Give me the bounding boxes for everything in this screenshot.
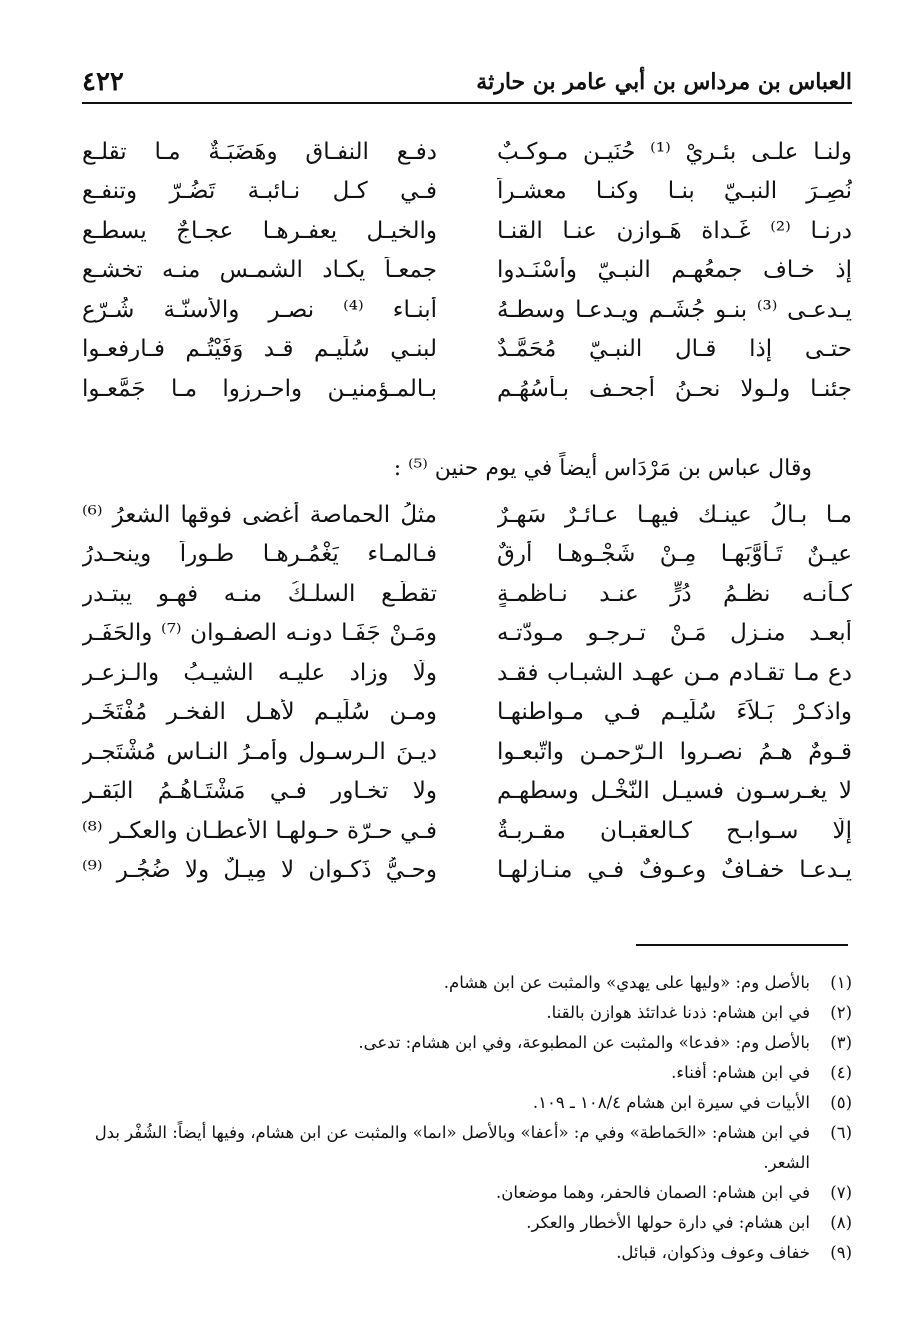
verse-line: [82, 574, 852, 614]
verse-line: [82, 653, 852, 693]
hemistich-right: مـا بـالُ عينـك فيهـا عـائـرٌ سَهـرٌ: [497, 501, 852, 528]
verse-line: [82, 290, 852, 330]
hemistich-right: واذكـرْ بَـلاَءَ سُلَيـم فـي مـواطنهـا: [497, 699, 852, 726]
verse-line: [82, 535, 852, 575]
verse-line: [82, 851, 852, 891]
footnote-number: (٣): [830, 1033, 852, 1052]
footnote-text: ابن هشام: في دارة حولها الأخطار والعكر.: [526, 1213, 810, 1232]
hemistich-right: درنـا ⁽²⁾ غَـداة هَـوازن عنـا القنـا: [497, 217, 852, 244]
hemistich-right: يـدعـى ⁽³⁾ بنـو جُشَـم ويـدعـا وسطـهُ: [497, 296, 852, 323]
verse-line: [82, 251, 852, 291]
footnote-number: (٥): [830, 1093, 852, 1112]
verse-line: [82, 614, 852, 654]
verse-line: [82, 211, 852, 251]
hemistich-left: ومَـنْ جَفَـا دونـه الصفـوان ⁽⁷⁾ والحَفَـر: [82, 620, 437, 647]
hemistich-right: قـومٌ هـمُ نصـروا الـرّحمـن واتّبعـوا: [497, 738, 852, 765]
hemistich-right: ولنـا علـى بئـريْ ⁽¹⁾ حُنَيـن مـوكـبٌ: [497, 138, 852, 165]
hemistich-left: لبنـي سُلَيـم قـد وَفَيْتُـم فـارفعـوا: [82, 336, 437, 363]
footnote: [82, 1058, 852, 1088]
hemistich-right: عيـنٌ تَـأوَّبَهـا مِـنْ شَجْـوِهـا أرقٌ: [497, 541, 852, 568]
footnote-text: في ابن هشام: الصمان فالحفر، وهما موضعان.: [496, 1183, 810, 1202]
footnote-number: (٤): [830, 1063, 852, 1082]
verse-line: [82, 693, 852, 733]
footnote: [82, 998, 852, 1028]
footnote-number: (٩): [830, 1243, 852, 1262]
footnote-number: (١): [830, 973, 852, 992]
poem-one: [82, 132, 852, 409]
verse-line: [82, 772, 852, 812]
hemistich-left: مثلُ الحماصة أغضى فوقها الشعرُ ⁽⁶⁾: [82, 501, 437, 528]
hemistich-left: ديـنَ الـرسـول وأمـرُ النـاس مُشْتَجـر: [82, 738, 437, 765]
verse-line: [82, 330, 852, 370]
footnote-text: في ابن هشام: ذدنا غداتئذ هوازن بالقنا.: [546, 1003, 810, 1022]
hemistich-left: بـالمـؤمنيـن واحـرزوا مـا جَمَّعـوا: [82, 375, 437, 402]
hemistich-right: إذ خـاف جمعُهـم النبـيّ وأسْنَـدوا: [497, 257, 852, 284]
verse-line: [82, 732, 852, 772]
footnote-text: الأبيات في سيرة ابن هشام ١٠٨/٤ ـ ١٠٩.: [532, 1093, 810, 1112]
page-header: [82, 62, 852, 104]
footnote: [82, 1088, 852, 1118]
hemistich-left: فـالمـاء يَغْمُـرهـا طـوراً وينحـدرُ: [82, 541, 437, 568]
footnote: [82, 1028, 852, 1058]
footnote: [82, 1238, 852, 1268]
hemistich-left: فـي كـل نـائبـة تَضُـرّ وتنفـع: [82, 178, 437, 205]
footnote: [82, 1118, 852, 1178]
hemistich-right: كـأنـه نظـمُ دُرٍّ عنـد نـاظمـةٍ: [497, 580, 852, 607]
footnote-text: بالأصل وم: «وليها على يهدي» والمثبت عن ابن هشام.: [443, 973, 810, 992]
hemistich-right: لا يغـرسـون فسيـل النّخْـل وسطهـم: [497, 778, 852, 805]
footnote-text: بالأصل وم: «فدعا» والمثبت عن المطبوعة، وفي ابن هشام: تدعى.: [358, 1033, 810, 1052]
page-number: ٤٢٢: [82, 67, 124, 97]
verse-line: [82, 369, 852, 409]
footnote-text: خفاف وعوف وذكوان، قبائل.: [616, 1243, 810, 1262]
verse-line: [82, 132, 852, 172]
footnote-text: في ابن هشام: أفناء.: [671, 1063, 810, 1082]
footnote-divider: [636, 944, 848, 946]
footnote: [82, 1178, 852, 1208]
footnote-number: (٦): [830, 1123, 852, 1142]
footnotes: [82, 968, 852, 1268]
hemistich-left: أبنـاء ⁽⁴⁾ نصـر والأسنّـة شُـرّع: [82, 296, 437, 323]
footnote-number: (٢): [830, 1003, 852, 1022]
hemistich-left: والخيـل يعفـرهـا عجـاجٌ يسطـع: [82, 217, 437, 244]
hemistich-right: يـدعـا خفـافٌ وعـوفٌ فـي منـازلهـا: [497, 857, 852, 884]
hemistich-right: جئنـا ولـولا نحـنُ أجحـف بـأسُهُـم: [497, 375, 852, 402]
footnote: [82, 968, 852, 998]
verse-line: [82, 495, 852, 535]
footnote-number: (٨): [830, 1213, 852, 1232]
hemistich-left: ومـن سُلَيـم لأهـل الفخـر مُفْتَخَـر: [82, 699, 437, 726]
hemistich-right: دع مـا تقـادم مـن عهـد الشبـاب فقـد: [497, 659, 852, 686]
verse-line: [82, 172, 852, 212]
hemistich-right: نُصِـرَ النبـيّ بنـا وكنـا معشـراً: [497, 178, 852, 205]
hemistich-left: تقطّـع السلـكُ منـه فهـو يبتـدر: [82, 580, 437, 607]
poem-two: [82, 495, 852, 890]
hemistich-left: فـي حـرّة حـولهـا الأعطـان والعكـر ⁽⁸⁾: [82, 817, 437, 844]
footnote-text: في ابن هشام: «الحَماطة» وفي م: «أعفا» وبالأصل «اىما» والمثبت عن ابن هشام، وفيها أيضاً: الشُفْر بدل الشعر.: [94, 1123, 810, 1172]
hemistich-right: أبعـد منـزل مَـنْ تـرجـو مـودّتـه: [497, 620, 852, 647]
hemistich-left: وحـيُّ ذَكـوان لا مِيـلٌ ولا ضُجُـر ⁽⁹⁾: [82, 857, 437, 884]
hemistich-left: ولا تخـاور فـي مَشْتَـاهُـمُ البَقـر: [82, 778, 437, 805]
hemistich-right: حتـى إذا قـال النبـيّ مُحَمَّـدٌ: [497, 336, 852, 363]
hemistich-left: ولّا وزاد عليـه الشيـبُ والـزعـر: [82, 659, 437, 686]
verse-line: [82, 811, 852, 851]
poem-intro: وقال عباس بن مَرْدَاس أيضاً في يوم حنين ⁽⁵⁾ :: [393, 456, 812, 481]
footnote-number: (٧): [830, 1183, 852, 1202]
running-title: العباس بن مرداس بن أبي عامر بن حارثة: [476, 69, 852, 95]
hemistich-left: دفـع النفـاق وهَضَبَـةٌ مـا تقلـع: [82, 138, 437, 165]
footnote: [82, 1208, 852, 1238]
hemistich-left: جمعـاً يكـاد الشمـس منـه تخشـع: [82, 257, 437, 284]
hemistich-right: إلّا سـوابـح كـالعقبـان مقـربـةٌ: [497, 817, 852, 844]
